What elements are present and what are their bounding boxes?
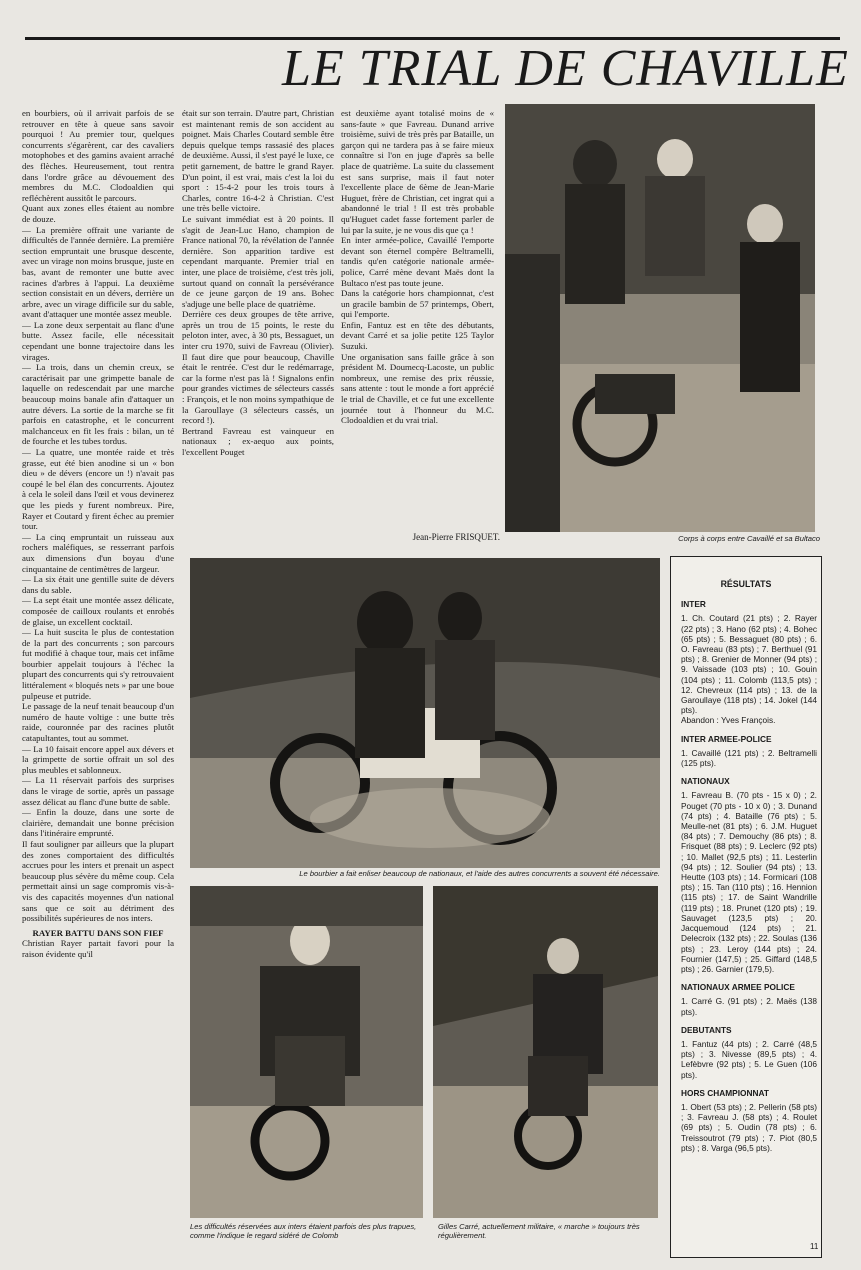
article-title: LE TRIAL DE CHAVILLE xyxy=(282,40,849,97)
paragraph: Le passage de la neuf tenait beaucoup d'un numéro de haute voltige : une butte très raide, couronnée par des racines plutôt catapultantes, tout au sommet. xyxy=(22,701,174,744)
caption-middle: Le bourbier a fait enliser beaucoup de nationaux, et l'aide des autres concurrents a souvent été nécessaire. xyxy=(299,869,660,878)
results-section-text: 1. Obert (53 pts) ; 2. Pellerin (58 pts) ; 3. Favreau J. (58 pts) ; 4. Roulet (69 pts) ; 5. Oudin (78 pts) ; 6. Treissoutrot (79 pts) ; 7. Piot (80,5 pts) ; 8. Varga (96,5 pts). xyxy=(681,1101,817,1153)
paragraph: — La 10 faisait encore appel aux dévers et la grimpette de sortie offrait un sol des plus meubles et sablonneux. xyxy=(22,743,174,775)
paragraph: — La quatre, une montée raide et très grasse, eut été bien anodine si un « bon dieu » de dévers (encore un !) n'avait pas coupé le bel élan des concurrents. Ajoutez à cela le soleil dans l'œil et vous devinerez que les pieds y furent nombreux. Pire, Rayer et Coutard y firent échec au premier tour. xyxy=(22,447,174,532)
paragraph: Enfin, Fantuz est en tête des débutants, devant Carré et sa jolie petite 125 Taylor Suzuki. xyxy=(341,319,494,352)
photo-gilles-carre xyxy=(433,886,658,1218)
paragraph: — La trois, dans un chemin creux, se caractérisait par une grimpette banale de laquelle on redescendait par une marche beaucoup moins banale afin d'attaquer un autre dévers. La sortie de la marche se fit parfois en catastrophe, et le concurrent malchanceux en fit les frais : bilan, un té de fourche et les tubes tordus. xyxy=(22,362,174,447)
results-heading: RÉSULTATS xyxy=(720,579,772,589)
photo-carre-illustration xyxy=(433,886,658,1218)
results-section-text: 1. Fantuz (44 pts) ; 2. Carré (48,5 pts) ; 3. Nivesse (89,5 pts) ; 4. Lefèbvre (92 pts) ; 5. Le Guen (106 pts). xyxy=(681,1038,817,1080)
caption-bottom-left: Les difficultés réservées aux inters étaient parfois des plus trapues, comme l'indique le regard sidéré de Colomb xyxy=(190,1222,417,1240)
results-section-title: NATIONAUX xyxy=(681,776,730,787)
photo-bourbier-illustration xyxy=(190,558,660,868)
paragraph: — La zone deux serpentait au flanc d'une butte. Assez facile, elle nécessitait cependant une bonne trajectoire dans les virages. xyxy=(22,319,174,362)
caption-top-right: Corps à corps entre Cavaillé et sa Bultaco xyxy=(678,534,820,543)
paragraph: Une organisation sans faille grâce à son président M. Doumecq-Lacoste, un public nombreux, une remise des prix réussie, sans attente : tout le monde a fort apprécié le trial de Chaville, et ce fut une excellente journée tout à l'honneur du M.C. Clodoaldien et du vrai trial. xyxy=(341,351,494,426)
photo-cavaille-illustration xyxy=(505,104,815,532)
paragraph: Bertrand Favreau est vainqueur en nationaux ; ex-aequo aux points, l'excellent Pouget xyxy=(182,425,334,457)
paragraph: — La sept était une montée assez délicate, composée de cailloux roulants et enrobés de glaise, un excellent cocktail. xyxy=(22,595,174,627)
paragraph: Quant aux zones elles étaient au nombre de douze. xyxy=(22,203,174,224)
paragraph: — La cinq empruntait un ruisseau aux rochers maléfiques, se resserrant parfois aux dimensions d'un boyau d'une cinquantaine de centimètres de largeur. xyxy=(22,531,174,574)
photo-cavaille-bultaco xyxy=(505,104,815,532)
paragraph: — La 11 réservait parfois des surprises dans le virage de sortie, après un passage assez délicat au flanc d'une butte de sable. xyxy=(22,775,174,807)
photo-colomb xyxy=(190,886,423,1218)
paragraph: — Enfin la douze, dans une sorte de clairière, demandait une bonne précision dans l'itinéraire emprunté. xyxy=(22,807,174,839)
page-number: 11 xyxy=(810,1242,819,1251)
author-signature: Jean-Pierre FRISQUET. xyxy=(412,532,500,542)
paragraph: — La huit suscita le plus de contestation de la part des concurrents ; son parcours fut modifié à chaque tour, mais cet infâme bourbier appelait toujours à l'échec la plupart des concurrents qui s'y retrouvaient littéralement « bloqués nets » par une boue pulpeuse et putride. xyxy=(22,627,174,701)
column-1 xyxy=(22,108,174,1258)
results-section-title: NATIONAUX ARMEE POLICE xyxy=(681,982,795,993)
column-2 xyxy=(182,108,334,543)
column-3 xyxy=(341,108,494,528)
caption-bottom-right: Gilles Carré, actuellement militaire, « marche » toujours très régulièrement. xyxy=(438,1222,640,1240)
paragraph: Derrière ces deux groupes de tête arrive, après un trou de 15 points, le reste du peloton inter, avec, à 30 pts, Bessaguet, un inter cru 1970, suivi de Favreau (Olivier). Il faut dire que pour beaucoup, Chaville était le rentrée. C'est dur le redémarrage, car la forme n'est pas là ! Signalons enfin pour grandes victimes de sélecteurs cassés : François, et le non moins sympathique de la Garoullaye (3 sélecteurs cassés, un record !). xyxy=(182,309,334,426)
paragraph: En inter armée-police, Cavaillé l'emporte devant son éternel compère Beltramelli, tandis qu'en catégorie nationale armée-police, Carré mène devant Maës dont la Bultaco n'est pas toute jeune. xyxy=(341,235,494,288)
paragraph: est deuxième ayant totalisé moins de « sans-faute » que Favreau. Dunand arrive troisième, suivi de très près par Bataille, un garçon qui ne tardera pas à se faire mieux connaître si l'on en juge d'après sa belle place de quatrième. La suite du classement est sans surprise, mais il faut noter l'excellente place de 6ème de Jean-Marie Huguet, frère de Christian, cet ingrat qui a abandonné le trial ! Il est très probable qu'Huguet cadet fasse fortement parler de lui par la suite, je ne vous dis que ça ! xyxy=(341,108,494,235)
results-section-title: INTER ARMEE-POLICE xyxy=(681,733,772,744)
paragraph: — La six était une gentille suite de dévers dans du sable. xyxy=(22,574,174,595)
paragraph: Il faut souligner par ailleurs que la plupart des zones comportaient des difficultés accrues pour les inters et prenait un aspect beaucoup plus sévère du même coup. Cela permettait ainsi un sage compromis vis-à-vis des capacités moyennes d'un national sans que ce soit au détriment des possibilités supérieures de nos inters. xyxy=(22,838,174,924)
paragraph: Christian Rayer partait favori pour la raison évidente qu'il xyxy=(22,938,174,959)
results-section-title: HORS CHAMPIONNAT xyxy=(681,1087,769,1098)
paragraph: était sur son terrain. D'autre part, Christian est maintenant remis de son accident au poignet. Mais Charles Coutard semble être depuis quelque temps rassasié des places de deuxième. Aussi, il s'est payé le luxe, ce petit garnement, de battre le grand Rayer. D'un point, il est vrai, mais c'est la loi du sport : 15-4-2 pour les trois tours à Charles, contre 16-4-2 à Christian. C'est une très belle victoire. xyxy=(182,108,334,214)
paragraph: en bourbiers, où il arrivait parfois de se retrouver en tête à queue sans savoir pourquoi ! Au premier tour, quelques concurrents s'égarèrent, car des cavaliers motophobes et des gamins avaient arraché des flèches. Heureusement, tout rentra dans l'ordre grâce au dévouement des membres du M.C. Clodoaldien qui refléchèrent aussitôt le parcours. xyxy=(22,108,174,203)
results-box xyxy=(670,556,822,1258)
photo-bourbier xyxy=(190,558,660,868)
results-section-text: 1. Carré G. (91 pts) ; 2. Maës (138 pts). xyxy=(681,996,817,1017)
results-section-text: 1. Cavaillé (121 pts) ; 2. Beltramelli (125 pts). xyxy=(681,747,817,769)
subheading: RAYER BATTU DANS SON FIEF xyxy=(32,927,164,938)
paragraph: Dans la catégorie hors championnat, c'est un gracile bambin de 57 printemps, Obert, qui l'emporte. xyxy=(341,288,494,320)
results-section-text: 1. Ch. Coutard (21 pts) ; 2. Rayer (22 pts) ; 3. Hano (62 pts) ; 4. Bohec (65 pts) ; 5. Bessaguet (80 pts) ; 6. O. Favreau (83 pts) ; 7. Berthuel (91 pts) ; 8. Grenier de Monner (94 pts) ; 9. Vaissade (103 pts) ; 10. Gouin (104 pts) ; 11. Colomb (113,5 pts) ; 12. Chevreux (114 pts) ; 13. de la Garoullaye (118 pts) ; 14. Jokel (144 pts). Abandon : Yves François. xyxy=(681,613,817,726)
results-section-text: 1. Favreau B. (70 pts - 15 x 0) ; 2. Pouget (70 pts - 10 x 0) ; 3. Dunand (74 pts) ; 4. Bataille (76 pts) ; 5. Meulle-net (81 pts) ; 6. J.M. Huguet (84 pts) ; 7. Demouchy (86 pts) ; 8. Frisquet (88 pts) ; 9. Leclerc (92 pts) ; 10. Mallet (92,5 pts) ; 11. Lesterlin (94 pts) ; 12. Soulier (94 pts) ; 13. Heutte (103 pts) ; 14. Formicari (108 pts) ; 15. Tan (110 pts) ; 16. Hennion (115 pts) ; 17. de Saint Wandrille (119 pts) ; 18. Prunet (120 pts) ; 19. Sauvaget (123,5 pts) ; 20. Jacquemoud (124 pts) ; 21. Delecroix (132 pts) ; 22. Soulas (136 pts) ; 23. Leroy (144 pts) ; 24. Fournier (147,5) ; 25. Giffard (148,5 pts) ; 26. Garnier (179,5). xyxy=(681,790,817,974)
results-section-title: DEBUTANTS xyxy=(681,1024,732,1035)
paragraph: Le suivant immédiat est à 20 points. Il s'agit de Jean-Luc Hano, champion de France national 70, la révélation de l'année dernière. Son apparition tardive est cependant marquante. Premier trial en inter, une place de troisième, c'est très joli, surtout quand on connaît la persévérance de ce jeune garçon de 19 ans. Bohec s'adjuge une belle place de quatrième. xyxy=(182,213,334,309)
photo-colomb-illustration xyxy=(190,886,423,1218)
results-section-title: INTER xyxy=(681,599,706,610)
paragraph: — La première offrait une variante de difficultés de l'année dernière. La première section empruntait une brusque descente, avec un virage non moins brusque, juste en bas, avant de remonter une butte avec racines d'arbres à l'appui. La deuxième section consistait en un dévers, derrière un arbre, avec un virage difficile sur du sable, avant d'attaquer une montée assez meuble. xyxy=(22,224,174,320)
